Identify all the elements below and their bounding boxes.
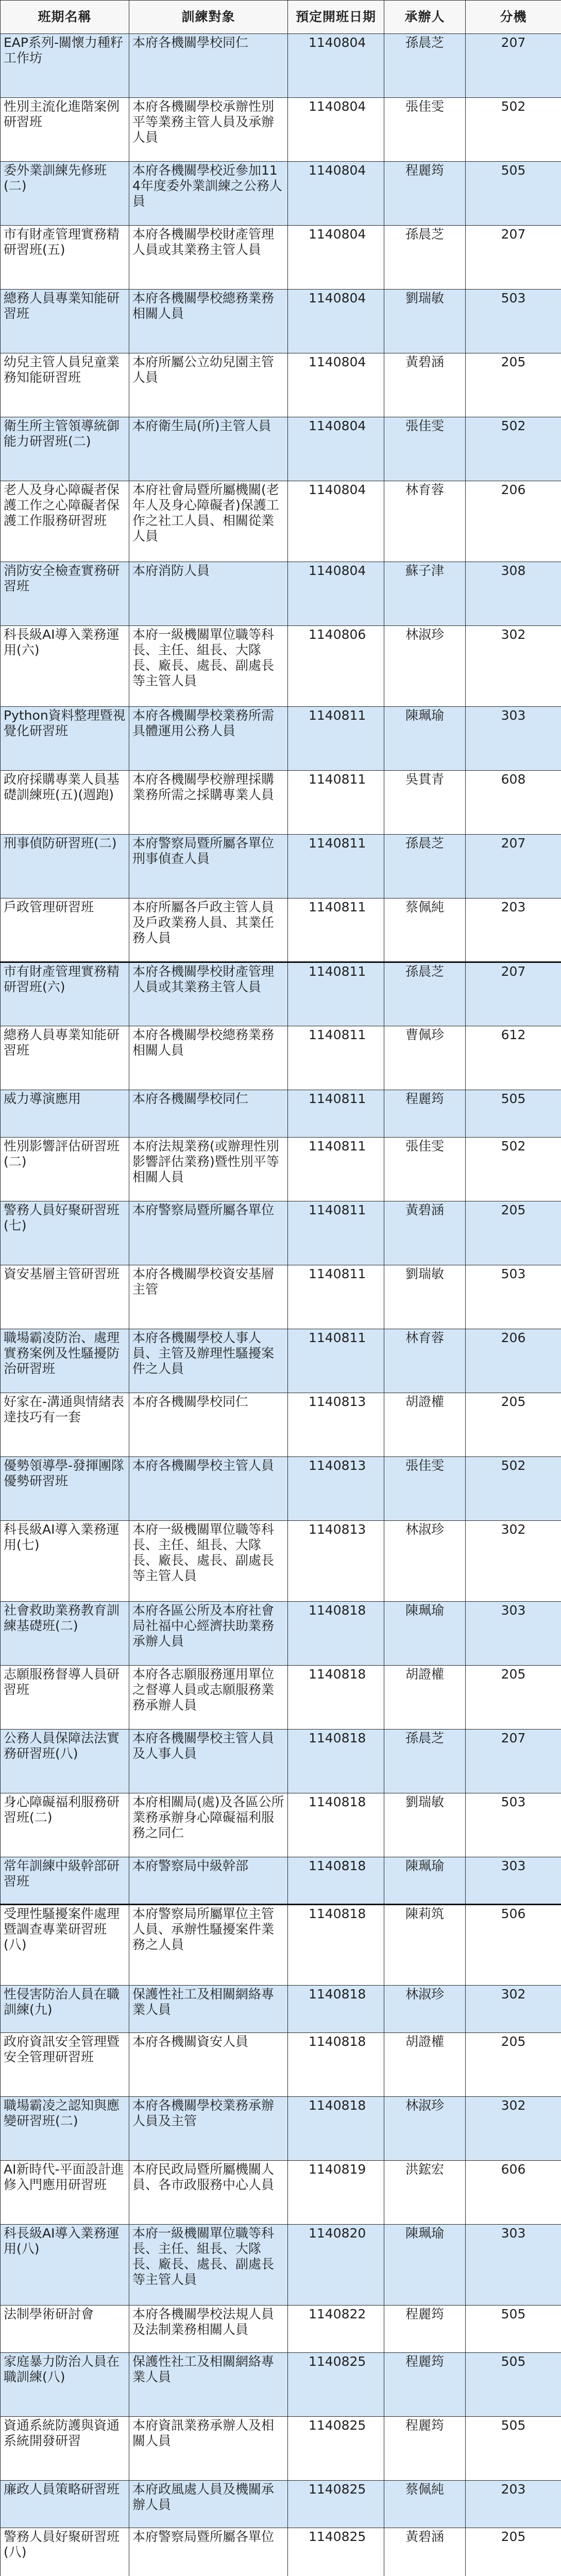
table-row (1, 2481, 561, 2528)
class-name-cell: 受理性騷擾案件處理暨調查專業研習班(八) (1, 1905, 129, 1986)
contractor-cell: 曹佩珍 (384, 1026, 466, 1090)
class-name-cell: 科長級AI導入業務運用(六) (1, 626, 129, 707)
target-cell: 本府警察局中級幹部 (129, 1857, 288, 1905)
target-cell: 本府各機關學校資安基層主管 (129, 1265, 288, 1329)
class-name-cell: 志願服務督導人員研習班 (1, 1666, 129, 1730)
table-row (1, 162, 561, 226)
extension-cell: 205 (466, 1201, 561, 1265)
contractor-cell: 林淑珍 (384, 1521, 466, 1602)
target-cell: 本府各機關資安人員 (129, 2033, 288, 2097)
contractor-cell: 劉瑞敏 (384, 290, 466, 353)
table-row (1, 899, 561, 962)
target-cell: 本府各區公所及本府社會局社福中心經濟扶助業務承辦人員 (129, 1602, 288, 1666)
date-cell: 1140811 (288, 835, 384, 899)
contractor-cell: 孫晨芝 (384, 962, 466, 1026)
extension-cell: 207 (466, 1730, 561, 1793)
date-cell: 1140820 (288, 2225, 384, 2306)
date-cell: 1140825 (288, 2353, 384, 2417)
target-cell: 本府衛生局(所)主管人員 (129, 417, 288, 481)
table-row (1, 417, 561, 481)
target-cell: 本府各機關學校同仁 (129, 34, 288, 98)
contractor-cell: 胡證權 (384, 1393, 466, 1457)
target-cell: 本府各機關學校辦理採購業務所需之採購專業人員 (129, 771, 288, 835)
date-cell: 1140811 (288, 1329, 384, 1393)
date-cell: 1140811 (288, 899, 384, 962)
table-row (1, 771, 561, 835)
table-header-row (1, 1, 561, 34)
table-row (1, 1521, 561, 1602)
class-name-cell: 性侵害防治人員在職訓練(九) (1, 1986, 129, 2033)
class-name-cell: 科長級AI導入業務運用(七) (1, 1521, 129, 1602)
extension-cell: 608 (466, 771, 561, 835)
header-date: 預定開班日期 (288, 1, 384, 34)
class-name-cell: 政府資訊安全管理暨安全管理研習班 (1, 2033, 129, 2097)
contractor-cell: 胡證權 (384, 2033, 466, 2097)
date-cell: 1140818 (288, 1986, 384, 2033)
table-row (1, 2417, 561, 2481)
date-cell: 1140825 (288, 2528, 384, 2576)
table-row (1, 1329, 561, 1393)
class-name-cell: 資安基層主管研習班 (1, 1265, 129, 1329)
table-row (1, 1201, 561, 1265)
table-row (1, 226, 561, 290)
contractor-cell: 陳珮瑜 (384, 1857, 466, 1905)
contractor-cell: 孫晨芝 (384, 1730, 466, 1793)
date-cell: 1140813 (288, 1521, 384, 1602)
contractor-cell: 林淑珍 (384, 1986, 466, 2033)
table-row (1, 1457, 561, 1521)
extension-cell: 303 (466, 1857, 561, 1905)
contractor-cell: 張佳雯 (384, 417, 466, 481)
contractor-cell: 吳貫青 (384, 771, 466, 835)
contractor-cell: 孫晨芝 (384, 34, 466, 98)
header-class-name: 班期名稱 (1, 1, 129, 34)
class-name-cell: 常年訓練中級幹部研習班 (1, 1857, 129, 1905)
class-name-cell: 家庭暴力防治人員在職訓練(八) (1, 2353, 129, 2417)
contractor-cell: 程麗筠 (384, 1090, 466, 1138)
date-cell: 1140818 (288, 1602, 384, 1666)
class-name-cell: 總務人員專業知能研習班 (1, 1026, 129, 1090)
date-cell: 1140818 (288, 1793, 384, 1857)
contractor-cell: 陳珮瑜 (384, 1602, 466, 1666)
contractor-cell: 劉瑞敏 (384, 1793, 466, 1857)
target-cell: 本府各機關學校財產管理人員或其業務主管人員 (129, 962, 288, 1026)
table-row (1, 1265, 561, 1329)
date-cell: 1140811 (288, 1090, 384, 1138)
target-cell: 本府各機關學校同仁 (129, 1393, 288, 1457)
target-cell: 本府資訊業務承辦人及相關人員 (129, 2417, 288, 2481)
table-row (1, 1138, 561, 1201)
header-contractor: 承辦人 (384, 1, 466, 34)
contractor-cell: 張佳雯 (384, 98, 466, 162)
contractor-cell: 陳珮瑜 (384, 707, 466, 771)
class-name-cell: EAP系列-關懷力種籽工作坊 (1, 34, 129, 98)
date-cell: 1140811 (288, 707, 384, 771)
extension-cell: 205 (466, 1666, 561, 1730)
class-name-cell: 戶政管理研習班 (1, 899, 129, 962)
target-cell: 本府政風處人員及機關承辦人員 (129, 2481, 288, 2528)
date-cell: 1140825 (288, 2481, 384, 2528)
target-cell: 本府警察局暨所屬各單位 (129, 2528, 288, 2576)
target-cell: 本府各機關學校人事人員、主管及辦理性騷擾案件之人員 (129, 1329, 288, 1393)
extension-cell: 505 (466, 162, 561, 226)
table-row (1, 1393, 561, 1457)
class-name-cell: 委外業訓練先修班(二) (1, 162, 129, 226)
extension-cell: 302 (466, 1521, 561, 1602)
date-cell: 1140811 (288, 962, 384, 1026)
table-row (1, 481, 561, 562)
date-cell: 1140804 (288, 290, 384, 353)
class-name-cell: 總務人員專業知能研習班 (1, 290, 129, 353)
extension-cell: 205 (466, 1393, 561, 1457)
target-cell: 本府各志願服務運用單位之督導人員或志願服務業務承辦人員 (129, 1666, 288, 1730)
extension-cell: 503 (466, 290, 561, 353)
extension-cell: 205 (466, 2528, 561, 2576)
target-cell: 本府警察局所屬單位主管人員、承辦性騷擾案件業務之人員 (129, 1905, 288, 1986)
date-cell: 1140804 (288, 562, 384, 626)
class-name-cell: 身心障礙福利服務研習班(二) (1, 1793, 129, 1857)
extension-cell: 502 (466, 1457, 561, 1521)
table-row (1, 1857, 561, 1905)
target-cell: 本府各機關學校業務承辦人員及主管 (129, 2097, 288, 2161)
extension-cell: 206 (466, 1329, 561, 1393)
table-row (1, 562, 561, 626)
class-name-cell: 市有財產管理實務精研習班(五) (1, 226, 129, 290)
class-name-cell: 幼兒主管人員兒童業務知能研習班 (1, 353, 129, 417)
date-cell: 1140813 (288, 1457, 384, 1521)
date-cell: 1140804 (288, 34, 384, 98)
class-name-cell: 優勢領導學-發揮團隊優勢研習班 (1, 1457, 129, 1521)
extension-cell: 302 (466, 1986, 561, 2033)
contractor-cell: 孫晨芝 (384, 226, 466, 290)
class-name-cell: 市有財產管理實務精研習班(六) (1, 962, 129, 1026)
extension-cell: 503 (466, 1265, 561, 1329)
target-cell: 本府各機關學校總務業務相關人員 (129, 290, 288, 353)
table-row (1, 290, 561, 353)
class-name-cell: 警務人員好聚研習班(八) (1, 2528, 129, 2576)
date-cell: 1140818 (288, 2097, 384, 2161)
extension-cell: 302 (466, 626, 561, 707)
class-name-cell: 職場霸凌防治、處理實務案例及性騷擾防治研習班 (1, 1329, 129, 1393)
class-name-cell: 衛生所主管領導統御能力研習班(二) (1, 417, 129, 481)
date-cell: 1140804 (288, 481, 384, 562)
class-name-cell: Python資料整理暨視覺化研習班 (1, 707, 129, 771)
extension-cell: 207 (466, 835, 561, 899)
extension-cell: 502 (466, 1138, 561, 1201)
table-row (1, 2161, 561, 2225)
table-row (1, 835, 561, 899)
target-cell: 本府各機關學校主管人員及人事人員 (129, 1730, 288, 1793)
class-name-cell: 資通系統防護與資通系統開發研習 (1, 2417, 129, 2481)
contractor-cell: 林淑珍 (384, 2097, 466, 2161)
date-cell: 1140811 (288, 1026, 384, 1090)
class-name-cell: 好家在-溝通與情緒表達技巧有一套 (1, 1393, 129, 1457)
class-name-cell: 科長級AI導入業務運用(八) (1, 2225, 129, 2306)
extension-cell: 502 (466, 98, 561, 162)
target-cell: 本府各機關學校業務所需具體運用公務人員 (129, 707, 288, 771)
table-row (1, 34, 561, 98)
extension-cell: 505 (466, 2353, 561, 2417)
date-cell: 1140819 (288, 2161, 384, 2225)
date-cell: 1140804 (288, 98, 384, 162)
extension-cell: 303 (466, 1602, 561, 1666)
table-row (1, 2353, 561, 2417)
table-row (1, 1793, 561, 1857)
extension-cell: 505 (466, 2306, 561, 2353)
extension-cell: 207 (466, 226, 561, 290)
contractor-cell: 胡證權 (384, 1666, 466, 1730)
contractor-cell: 洪鋐宏 (384, 2161, 466, 2225)
target-cell: 本府一級機關單位職等科長、主任、組長、大隊長、廠長、處長、副處長等主管人員 (129, 2225, 288, 2306)
contractor-cell: 程麗筠 (384, 2306, 466, 2353)
contractor-cell: 蘇子津 (384, 562, 466, 626)
extension-cell: 303 (466, 707, 561, 771)
contractor-cell: 林淑珍 (384, 626, 466, 707)
table-row (1, 2225, 561, 2306)
class-name-cell: 性別主流化進階案例研習班 (1, 98, 129, 162)
table-row (1, 707, 561, 771)
contractor-cell: 劉瑞敏 (384, 1265, 466, 1329)
extension-cell: 612 (466, 1026, 561, 1090)
target-cell: 本府所屬各戶政主管人員及戶政業務人員、其業任務人員 (129, 899, 288, 962)
contractor-cell: 蔡佩純 (384, 899, 466, 962)
table-row (1, 98, 561, 162)
table-row (1, 1026, 561, 1090)
contractor-cell: 程麗筠 (384, 2353, 466, 2417)
extension-cell: 206 (466, 481, 561, 562)
target-cell: 本府各機關學校法規人員及法制業務相關人員 (129, 2306, 288, 2353)
date-cell: 1140818 (288, 1666, 384, 1730)
class-name-cell: 刑事偵防研習班(二) (1, 835, 129, 899)
class-name-cell: 消防安全檢查實務研習班 (1, 562, 129, 626)
contractor-cell: 孫晨芝 (384, 835, 466, 899)
target-cell: 本府警察局暨所屬各單位 (129, 1201, 288, 1265)
table-body (1, 34, 561, 2576)
date-cell: 1140804 (288, 353, 384, 417)
table-row (1, 1905, 561, 1986)
class-name-cell: AI新時代-平面設計進修入門應用研習班 (1, 2161, 129, 2225)
target-cell: 保護性社工及相關網絡專業人員 (129, 2353, 288, 2417)
table-row (1, 1602, 561, 1666)
contractor-cell: 張佳雯 (384, 1457, 466, 1521)
contractor-cell: 黃碧涵 (384, 2528, 466, 2576)
date-cell: 1140811 (288, 1265, 384, 1329)
target-cell: 本府各機關學校近參加114年度委外業訓練之公務人員 (129, 162, 288, 226)
extension-cell: 503 (466, 1793, 561, 1857)
extension-cell: 303 (466, 2225, 561, 2306)
date-cell: 1140811 (288, 1201, 384, 1265)
class-name-cell: 性別影響評估研習班(二) (1, 1138, 129, 1201)
date-cell: 1140813 (288, 1393, 384, 1457)
target-cell: 本府警察局暨所屬各單位刑事偵查人員 (129, 835, 288, 899)
date-cell: 1140811 (288, 1138, 384, 1201)
date-cell: 1140806 (288, 626, 384, 707)
class-name-cell: 職場霸凌之認知與應變研習班(二) (1, 2097, 129, 2161)
contractor-cell: 陳莉筑 (384, 1905, 466, 1986)
target-cell: 本府消防人員 (129, 562, 288, 626)
header-target: 訓練對象 (129, 1, 288, 34)
extension-cell: 205 (466, 353, 561, 417)
class-name-cell: 老人及身心障礙者保護工作之心障礙者保護工作服務研習班 (1, 481, 129, 562)
class-name-cell: 警務人員好聚研習班(七) (1, 1201, 129, 1265)
target-cell: 本府民政局暨所屬機關人員、各市政服務中心人員 (129, 2161, 288, 2225)
target-cell: 本府所屬公立幼兒園主管人員 (129, 353, 288, 417)
table-row (1, 2528, 561, 2576)
date-cell: 1140811 (288, 771, 384, 835)
extension-cell: 505 (466, 1090, 561, 1138)
contractor-cell: 陳珮瑜 (384, 2225, 466, 2306)
date-cell: 1140818 (288, 1730, 384, 1793)
extension-cell: 207 (466, 962, 561, 1026)
date-cell: 1140804 (288, 162, 384, 226)
class-name-cell: 法制學術研討會 (1, 2306, 129, 2353)
table-row (1, 2097, 561, 2161)
extension-cell: 205 (466, 2033, 561, 2097)
class-name-cell: 政府採購專業人員基礎訓練班(五)(週跑) (1, 771, 129, 835)
date-cell: 1140804 (288, 417, 384, 481)
target-cell: 本府各機關學校主管人員 (129, 1457, 288, 1521)
table-row (1, 353, 561, 417)
contractor-cell: 程麗筠 (384, 162, 466, 226)
contractor-cell: 張佳雯 (384, 1138, 466, 1201)
date-cell: 1140818 (288, 1905, 384, 1986)
target-cell: 本府相關局(處)及各區公所業務承辦身心障礙福利服務之同仁 (129, 1793, 288, 1857)
target-cell: 本府一級機關單位職等科長、主任、組長、大隊長、廠長、處長、副處長等主管人員 (129, 626, 288, 707)
class-name-cell: 社會救助業務教育訓練基礎班(二) (1, 1602, 129, 1666)
date-cell: 1140804 (288, 226, 384, 290)
contractor-cell: 林育蓉 (384, 1329, 466, 1393)
extension-cell: 506 (466, 1905, 561, 1986)
extension-cell: 502 (466, 417, 561, 481)
target-cell: 本府法規業務(或辦理性別影響評估業務)暨性別平等相關人員 (129, 1138, 288, 1201)
class-name-cell: 公務人員保障法法實務研習班(八) (1, 1730, 129, 1793)
extension-cell: 308 (466, 562, 561, 626)
target-cell: 本府各機關學校承辦性別平等業務主管人員及承辦人員 (129, 98, 288, 162)
target-cell: 保護性社工及相關網絡專業人員 (129, 1986, 288, 2033)
target-cell: 本府一級機關單位職等科長、主任、組長、大隊長、廠長、處長、副處長等主管人員 (129, 1521, 288, 1602)
contractor-cell: 黃碧涵 (384, 353, 466, 417)
date-cell: 1140822 (288, 2306, 384, 2353)
extension-cell: 203 (466, 2481, 561, 2528)
table-row (1, 2306, 561, 2353)
table-row (1, 1666, 561, 1730)
class-name-cell: 威力導演應用 (1, 1090, 129, 1138)
target-cell: 本府各機關學校財產管理人員或其業務主管人員 (129, 226, 288, 290)
extension-cell: 505 (466, 2417, 561, 2481)
table-row (1, 626, 561, 707)
extension-cell: 302 (466, 2097, 561, 2161)
table-row (1, 1986, 561, 2033)
class-name-cell: 廉政人員策略研習班 (1, 2481, 129, 2528)
contractor-cell: 程麗筠 (384, 2417, 466, 2481)
table-row (1, 962, 561, 1026)
date-cell: 1140818 (288, 2033, 384, 2097)
target-cell: 本府各機關學校總務業務相關人員 (129, 1026, 288, 1090)
extension-cell: 207 (466, 34, 561, 98)
contractor-cell: 林育蓉 (384, 481, 466, 562)
extension-cell: 606 (466, 2161, 561, 2225)
table-row (1, 2033, 561, 2097)
date-cell: 1140825 (288, 2417, 384, 2481)
date-cell: 1140818 (288, 1857, 384, 1905)
table-row (1, 1730, 561, 1793)
target-cell: 本府社會局暨所屬機關(老年人及身心障礙者)保護工作之社工人員、相關從業人員 (129, 481, 288, 562)
header-score: 分機 (466, 1, 561, 34)
contractor-cell: 蔡佩純 (384, 2481, 466, 2528)
table-row (1, 1090, 561, 1138)
contractor-cell: 黃碧涵 (384, 1201, 466, 1265)
target-cell: 本府各機關學校同仁 (129, 1090, 288, 1138)
extension-cell: 203 (466, 899, 561, 962)
